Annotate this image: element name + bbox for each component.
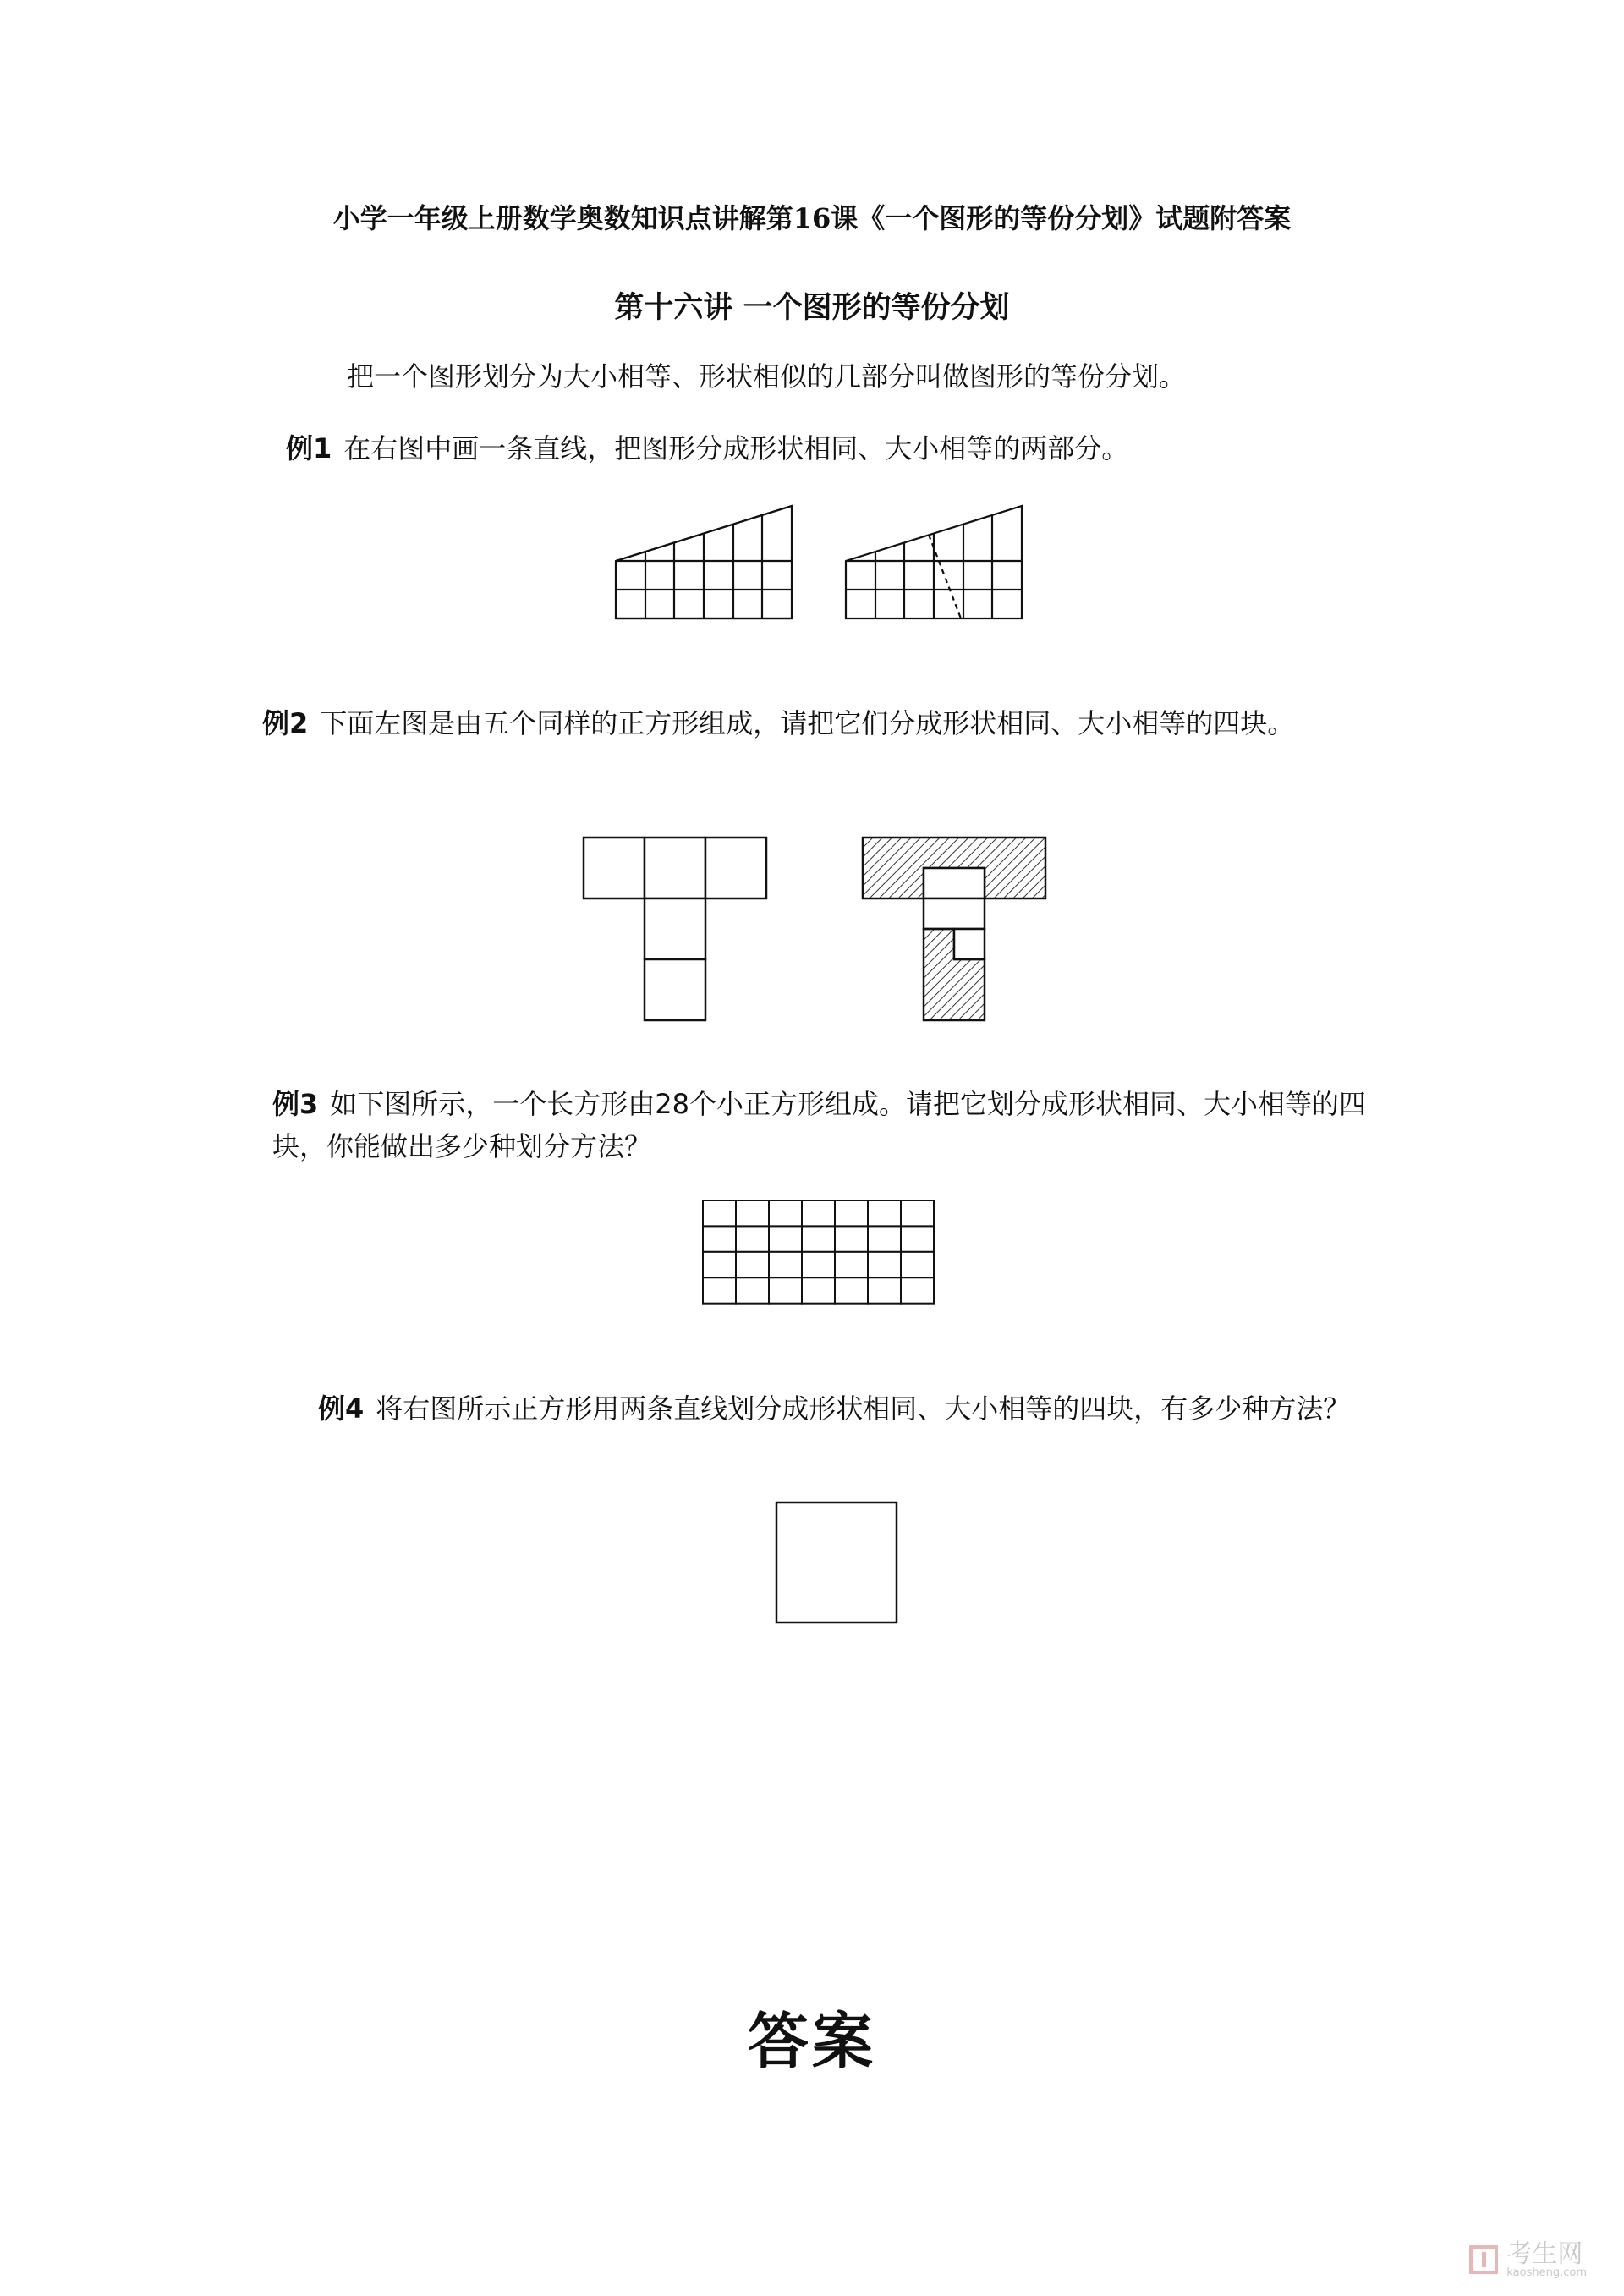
grid-cell: [769, 1226, 802, 1251]
grid-cell: [802, 1277, 835, 1303]
example-3: [272, 1083, 1372, 1167]
example-3-text: 如下图所示，一个长方形由28个小正方形组成。请把它划分成形状相同、大小相等的四块，你能做出多少种划分方法？: [272, 1088, 1367, 1162]
grid-cell: [736, 1277, 769, 1303]
document-title: 小学一年级上册数学奥数知识点讲解第16课《一个图形的等份分划》试题附答案: [332, 202, 1292, 234]
example-4-text: 将右图所示正方形用两条直线划分成形状相同、大小相等的四块，有多少种方法？: [376, 1392, 1351, 1425]
grid-cell: [769, 1252, 802, 1277]
example-2-text: 下面左图是由五个同样的正方形组成，请把它们分成形状相同、大小相等的四块。: [320, 707, 1295, 739]
example-1-figure-solution: [846, 506, 1028, 624]
grid-cell: [835, 1277, 868, 1303]
grid-cell: [769, 1277, 802, 1303]
grid-cell: [703, 1226, 736, 1251]
example-3-label: 例3: [272, 1088, 319, 1120]
grid-cell: [868, 1226, 901, 1251]
example-1-label: 例1: [286, 432, 332, 464]
example-1: [286, 427, 1385, 470]
grid-cell: [736, 1252, 769, 1277]
answer-heading: 答案: [747, 2005, 876, 2077]
grid-cell: [835, 1226, 868, 1251]
watermark-url: kaosheng.com: [1506, 2266, 1587, 2280]
grid-cell: [703, 1200, 736, 1226]
grid-cell: [835, 1200, 868, 1226]
grid-cell: [868, 1277, 901, 1303]
grid-cell: [769, 1200, 802, 1226]
grid-cell: [802, 1200, 835, 1226]
example-2-figure-solution: [863, 838, 1049, 1024]
lecture-intro: 把一个图形划分为大小相等、形状相似的几部分叫做图形的等份分划。: [347, 360, 1187, 393]
example-2: [262, 702, 1362, 744]
example-1-text: 在右图中画一条直线，把图形分成形状相同、大小相等的两部分。: [343, 432, 1129, 464]
grid-cell: [901, 1252, 934, 1277]
example-1-figure-original: [616, 506, 798, 624]
example-4-figure-square: [776, 1502, 899, 1625]
example-2-label: 例2: [262, 707, 309, 739]
grid-cell: [868, 1252, 901, 1277]
grid-cell: [802, 1226, 835, 1251]
grid-cell: [868, 1200, 901, 1226]
grid-cell: [703, 1252, 736, 1277]
grid-cell: [901, 1200, 934, 1226]
example-2-figure-original: [584, 838, 770, 1024]
watermark-name: 考生网: [1506, 2238, 1583, 2269]
example-4: [318, 1387, 1367, 1430]
example-3-figure-grid: [702, 1200, 939, 1305]
grid-cell: [802, 1252, 835, 1277]
grid-cell: [703, 1277, 736, 1303]
grid-cell: [736, 1226, 769, 1251]
site-watermark: [1469, 2238, 1587, 2280]
grid-cell: [835, 1252, 868, 1277]
grid-cell: [736, 1200, 769, 1226]
grid-cell: [901, 1277, 934, 1303]
grid-cell: [901, 1226, 934, 1251]
watermark-logo-icon: [1469, 2245, 1498, 2274]
lecture-title: 第十六讲 一个图形的等份分划: [614, 291, 1010, 325]
example-4-label: 例4: [318, 1392, 365, 1425]
